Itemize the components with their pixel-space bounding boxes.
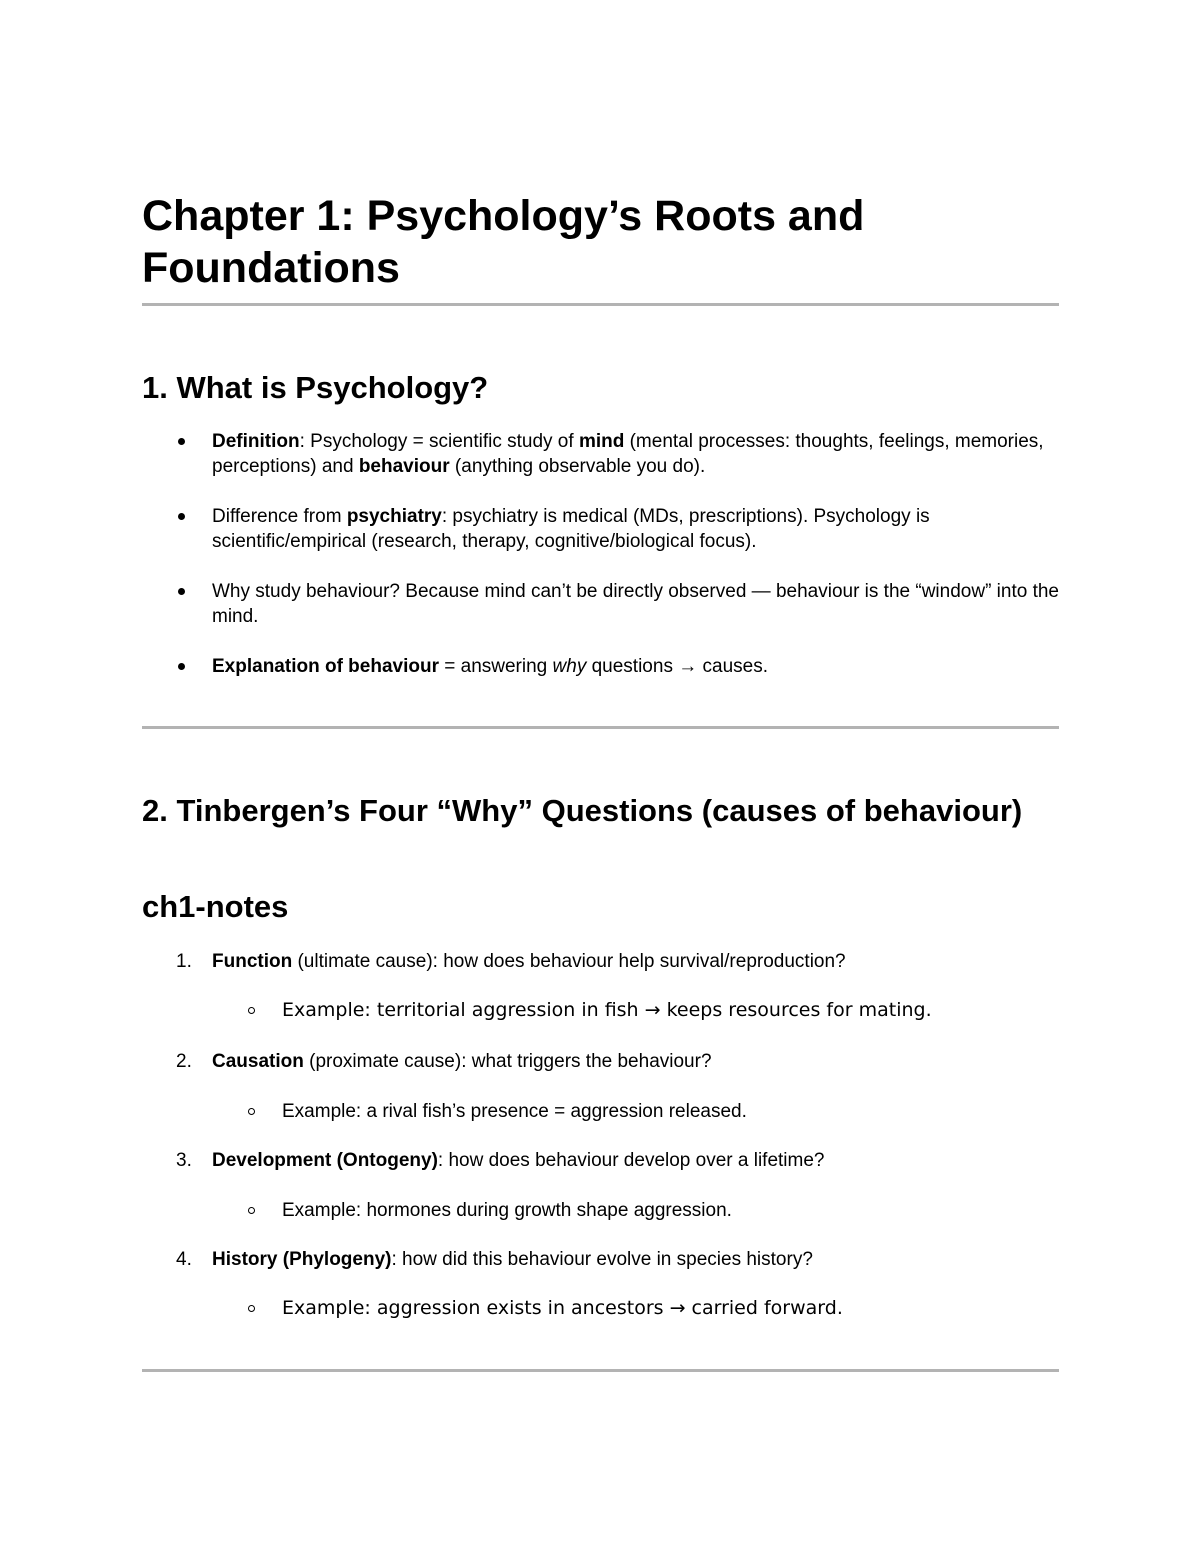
example-item [282,998,1062,1023]
divider [142,1369,1059,1372]
example-item [282,1198,1062,1223]
text: Example: aggression exists in ancestors → carried forward. [282,1297,843,1319]
circle-bullet-icon [248,1305,255,1312]
term-mind: mind [578,431,625,452]
text: (anything observable you do). [449,456,706,477]
text: questions → causes. [586,656,768,677]
text: Example: a rival fish’s presence = aggression released. [282,1101,747,1122]
term-behaviour: behaviour [358,456,450,477]
term-psychiatry: psychiatry [346,506,442,527]
numbered-item-development [176,1148,1062,1173]
term-explanation: Explanation of behaviour [212,656,439,677]
item-number: 2. [176,1051,192,1072]
circle-bullet-icon [248,1108,255,1115]
text: (ultimate cause): how does behaviour help survival/reproduction? [292,951,846,972]
numbered-item-history [176,1247,1062,1272]
section-heading-tinbergen: 2. Tinbergen’s Four “Why” Questions (causes of behaviour) [142,793,1023,828]
term-definition: Definition [212,431,300,452]
term: Causation [212,1051,304,1072]
emphasis-why: why [552,656,587,677]
bullet-icon [178,588,185,595]
divider [142,303,1059,306]
item-number: 3. [176,1150,192,1171]
text: : psychiatry is medical (MDs, prescriptions). Psychology is scientific/empirical (research, therapy, cognitive/biological focus). [212,506,930,552]
text: (proximate cause): what triggers the behaviour? [303,1051,712,1072]
text: Why study behaviour? Because mind can’t be directly observed — behaviour is the “window” into the mind. [212,581,1059,627]
text: = answering [438,656,553,677]
term: History (Phylogeny) [212,1249,392,1270]
list-item-why-study [212,579,1062,629]
bullet-icon [178,438,185,445]
page-title: Chapter 1: Psychology’s Roots and Foundations [142,192,865,292]
example-item [282,1296,1062,1321]
text: Example: hormones during growth shape aggression. [282,1200,732,1221]
text: Example: territorial aggression in fish → keeps resources for mating. [282,999,932,1021]
text: : how does behaviour develop over a lifetime? [437,1150,825,1171]
divider [142,726,1059,729]
text: : Psychology = scientific study of [299,431,579,452]
circle-bullet-icon [248,1007,255,1014]
example-item [282,1099,1062,1124]
bullet-icon [178,663,185,670]
text: (mental processes: thoughts, feelings, memories, perceptions) and [212,431,1044,477]
bullet-icon [178,513,185,520]
section-heading-what-is-psychology: 1. What is Psychology? [142,370,489,405]
numbered-item-function [176,949,1062,974]
numbered-item-causation [176,1049,1062,1074]
circle-bullet-icon [248,1207,255,1214]
term: Function [212,951,293,972]
section-subheading: ch1-notes [142,889,289,924]
text: Difference from [212,506,347,527]
text: : how did this behaviour evolve in species history? [391,1249,813,1270]
list-item-explanation [212,654,1062,679]
term: Development (Ontogeny) [212,1150,438,1171]
list-item-definition [212,429,1062,479]
item-number: 4. [176,1249,192,1270]
list-item-psychiatry [212,504,1062,554]
item-number: 1. [176,951,192,972]
